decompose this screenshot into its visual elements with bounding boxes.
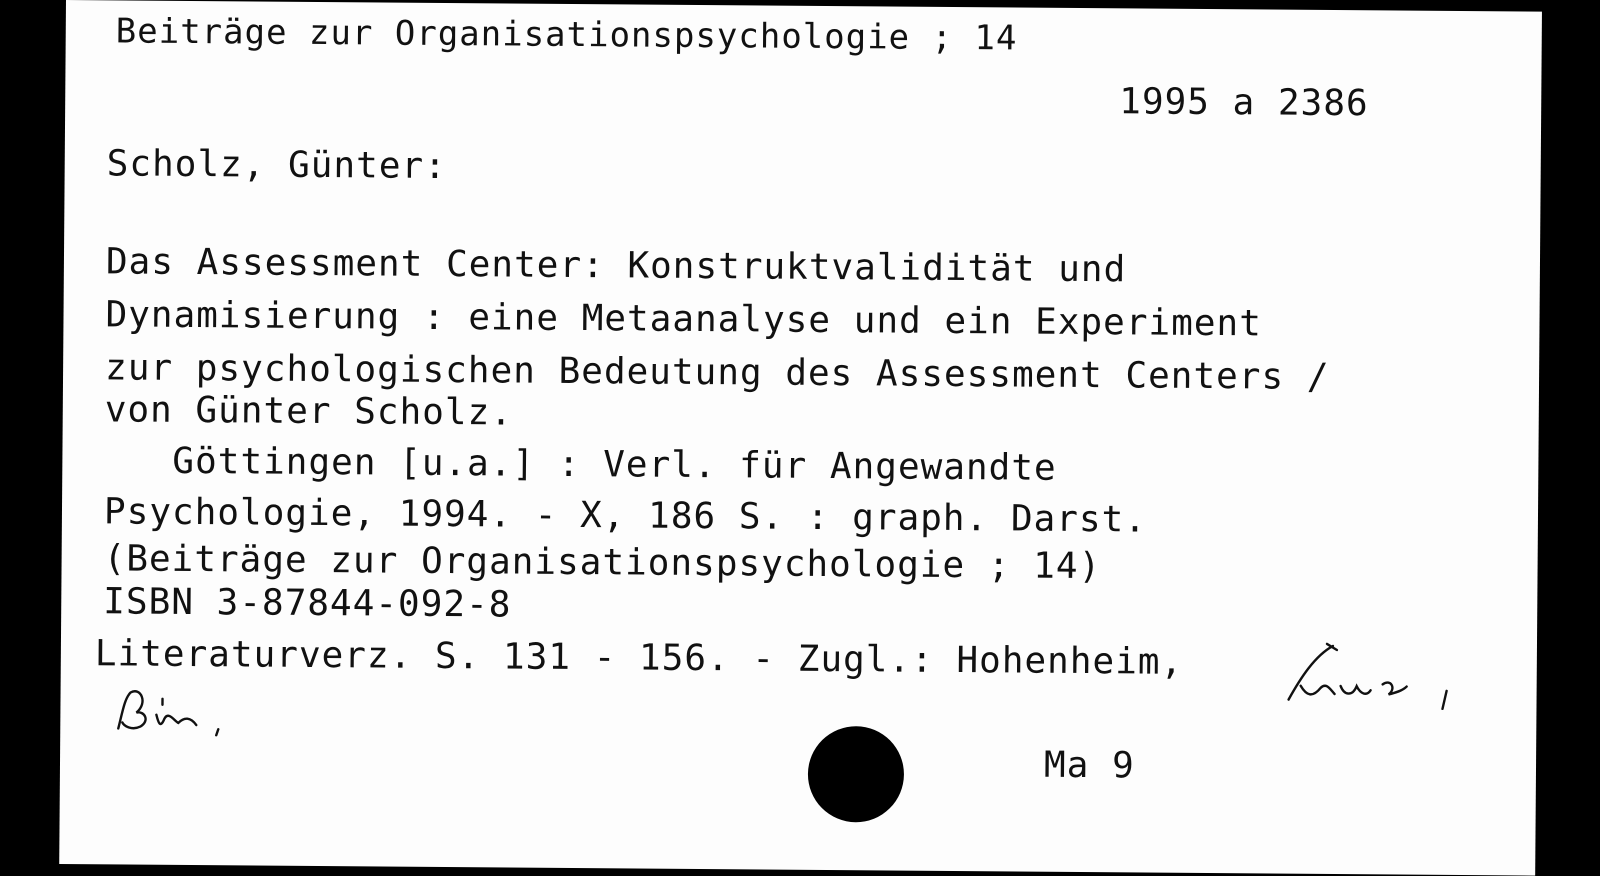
handwritten-annotation: [1270, 637, 1471, 749]
imprint-line-1: Göttingen [u.a.] : Verl. für Angewandte: [104, 440, 1057, 489]
call-number: 1995 a 2386: [1119, 81, 1369, 125]
author-heading: Scholz, Günter:: [106, 143, 447, 187]
series-statement: (Beiträge zur Organisationspsychologie ; 14): [103, 538, 1102, 588]
title-line-3: zur psychologischen Bedeutung des Assessment Centers /: [104, 347, 1330, 398]
title-line-1: Das Assessment Center: Konstruktvalidität und: [105, 241, 1127, 291]
title-line-2: Dynamisierung : eine Metaanalyse und ein Experiment: [105, 294, 1263, 345]
isbn: ISBN 3-87844-092-8: [103, 581, 512, 626]
handwritten-annotation-continued: [100, 676, 301, 748]
shelf-mark: Ma 9: [1043, 744, 1135, 787]
title-line-4: von Günter Scholz.: [104, 389, 514, 434]
punch-hole: [808, 726, 905, 823]
notes-line: Literaturverz. S. 131 - 156. - Zugl.: Hohenheim,: [94, 633, 1184, 683]
catalog-card: [59, 0, 1542, 876]
imprint-line-2: Psychologie, 1994. - X, 186 S. : graph. Darst.: [103, 491, 1148, 541]
series-header: Beiträge zur Organisationspsychologie ; 14: [115, 11, 1018, 59]
